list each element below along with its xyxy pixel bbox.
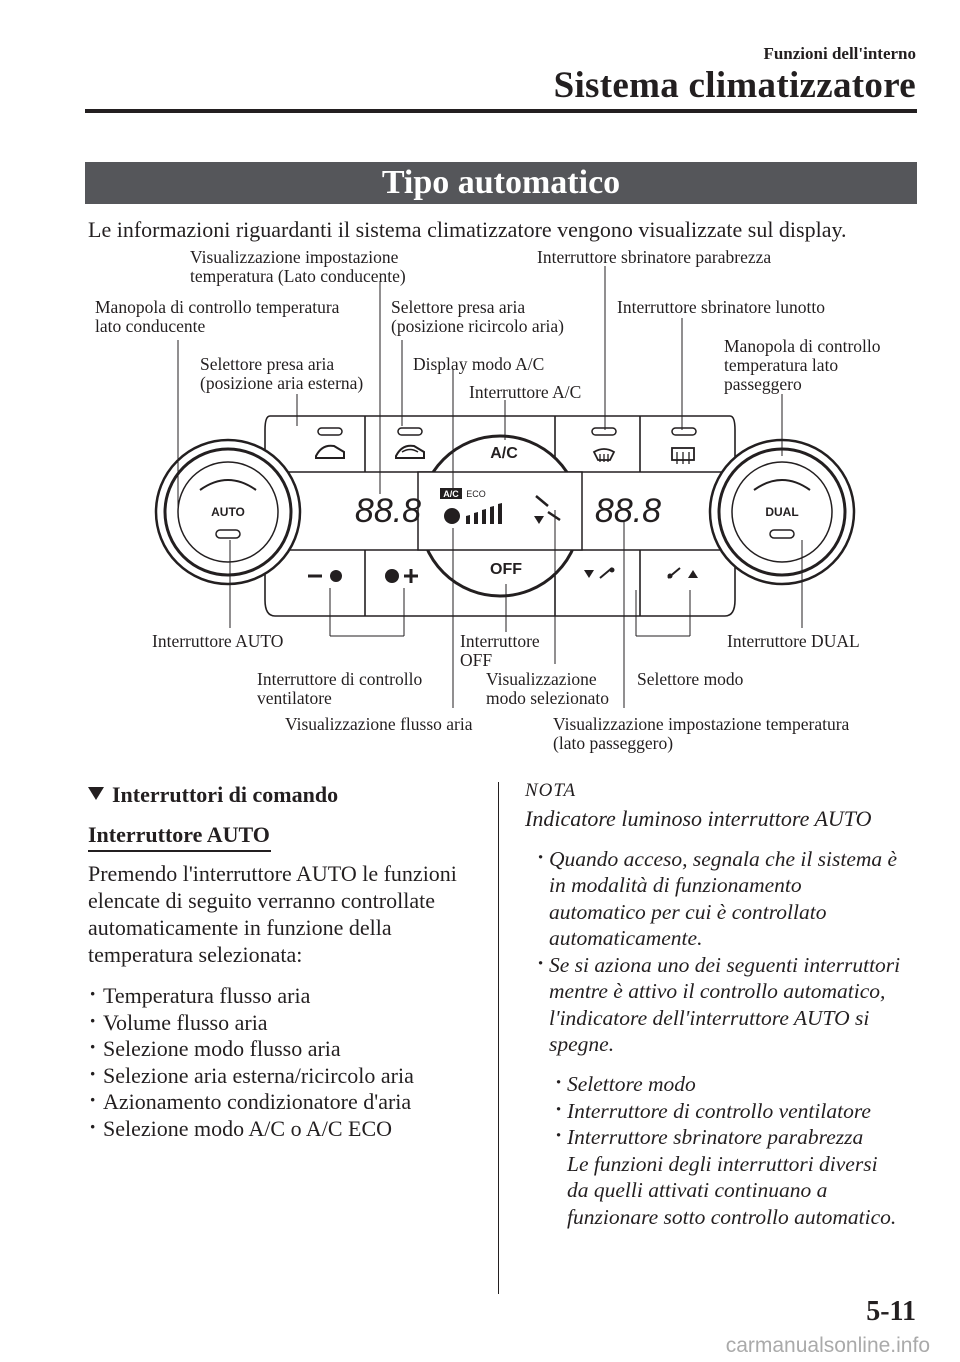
list-item: · Selezione aria esterna/ricircolo aria: [103, 1063, 414, 1090]
label-mode-selector: Selettore modo: [637, 669, 744, 689]
subsection-heading: Interruttore AUTO: [88, 822, 270, 847]
rear-defrost-icon: [672, 448, 694, 464]
note-bullet-line: · Quando acceso, segnala che il sistema è: [549, 846, 897, 873]
label-ac-mode-display: Display modo A/C: [413, 354, 545, 374]
dual-button[interactable]: DUAL: [765, 505, 799, 519]
note-bullet-line: · Se si aziona uno dei seguenti interruttori: [549, 952, 900, 979]
section-banner: Tipo automatico: [85, 162, 917, 204]
label-off-switch: Interruttore OFF: [460, 631, 540, 670]
column-divider: [498, 782, 499, 1294]
label-auto-switch: Interruttore AUTO: [152, 631, 284, 651]
windshield-defrost-icon: [594, 449, 614, 462]
note-line: spegne.: [549, 1032, 615, 1056]
ac-mode-badge: A/C: [443, 489, 459, 499]
list-item: · Volume flusso aria: [103, 1010, 268, 1037]
label-ac-switch: Interruttore A/C: [469, 382, 582, 402]
note-line: in modalità di funzionamento: [549, 873, 802, 897]
label-temp-display-passenger: Visualizzazione impostazione temperatura (lato passeggero): [553, 714, 850, 753]
label-knob-driver: Manopola di controllo temperatura lato conducente: [95, 297, 340, 336]
label-knob-passenger: Manopola di controllo temperatura lato passeggero: [724, 336, 881, 394]
eco-badge: ECO: [466, 489, 486, 499]
intro-text: Le informazioni riguardanti il sistema climatizzatore vengono visualizzate sul display.: [88, 217, 847, 242]
note-line: l'indicatore dell'interruttore AUTO si: [549, 1006, 870, 1030]
body-paragraph: Premendo l'interruttore AUTO le funzioni elencate di seguito verranno controllate automaticamente in funzione della temperatura selezionata:: [88, 861, 457, 967]
note-sub-bullet: · Interruttore sbrinatore parabrezza: [567, 1124, 863, 1151]
note-sub-bullet: · Interruttore di controllo ventilatore: [567, 1098, 871, 1125]
note-heading: NOTA: [525, 780, 577, 801]
label-fan-switch: Interruttore di controllo ventilatore: [257, 669, 423, 708]
section-heading: Interruttori di comando: [88, 782, 338, 808]
note-line: da quelli attivati continuano a: [567, 1178, 828, 1202]
list-item: · Selezione modo A/C o A/C ECO: [103, 1116, 392, 1143]
fan-up-icon: [385, 569, 418, 583]
note-line: mentre è attivo il controllo automatico,: [549, 979, 886, 1003]
passenger-temp-display: 88.8: [594, 492, 662, 530]
note-sub-bullet: · Selettore modo: [567, 1071, 696, 1098]
auto-button[interactable]: AUTO: [211, 505, 245, 519]
triangle-bullet-icon: [88, 787, 104, 800]
watermark: carmanualsonline.info: [725, 1334, 930, 1357]
page-title: Sistema climatizzatore: [553, 65, 916, 106]
label-dual-switch: Interruttore DUAL: [727, 631, 860, 651]
off-button[interactable]: OFF: [490, 561, 522, 578]
note-line: automatico per cui è controllato: [549, 900, 827, 924]
label-defrost-windshield: Interruttore sbrinatore parabrezza: [537, 247, 772, 267]
subsection-underline: [88, 850, 271, 852]
outside-air-icon: [316, 446, 344, 458]
list-item: · Azionamento condizionatore d'aria: [103, 1089, 411, 1116]
recirculation-icon: [396, 446, 424, 458]
mode-up-icon: [668, 568, 699, 579]
note-subheading: Indicatore luminoso interruttore AUTO: [525, 806, 872, 831]
note-line: automaticamente.: [549, 926, 703, 950]
mode-down-icon: [584, 568, 615, 579]
label-temp-display-driver: Visualizzazione impostazione temperatura (Lato conducente): [190, 247, 406, 286]
page-number: 5-11: [866, 1296, 916, 1327]
driver-temp-display: 88.8: [354, 492, 422, 530]
ac-button[interactable]: A/C: [490, 445, 518, 462]
label-outside-air: Selettore presa aria (posizione aria esterna): [200, 354, 364, 393]
list-item: · Selezione modo flusso aria: [103, 1036, 341, 1063]
fan-down-icon: [308, 570, 342, 582]
chapter-title: Funzioni dell'interno: [763, 44, 916, 63]
label-recirc: Selettore presa aria (posizione ricircolo aria): [391, 297, 564, 336]
label-mode-display: Visualizzazione modo selezionato: [486, 669, 609, 708]
label-airflow-display: Visualizzazione flusso aria: [285, 714, 473, 734]
note-line: Le funzioni degli interruttori diversi: [567, 1152, 878, 1176]
list-item: · Temperatura flusso aria: [103, 983, 310, 1010]
label-defrost-rear: Interruttore sbrinatore lunotto: [617, 297, 825, 317]
note-line: funzionare sotto controllo automatico.: [567, 1205, 897, 1229]
